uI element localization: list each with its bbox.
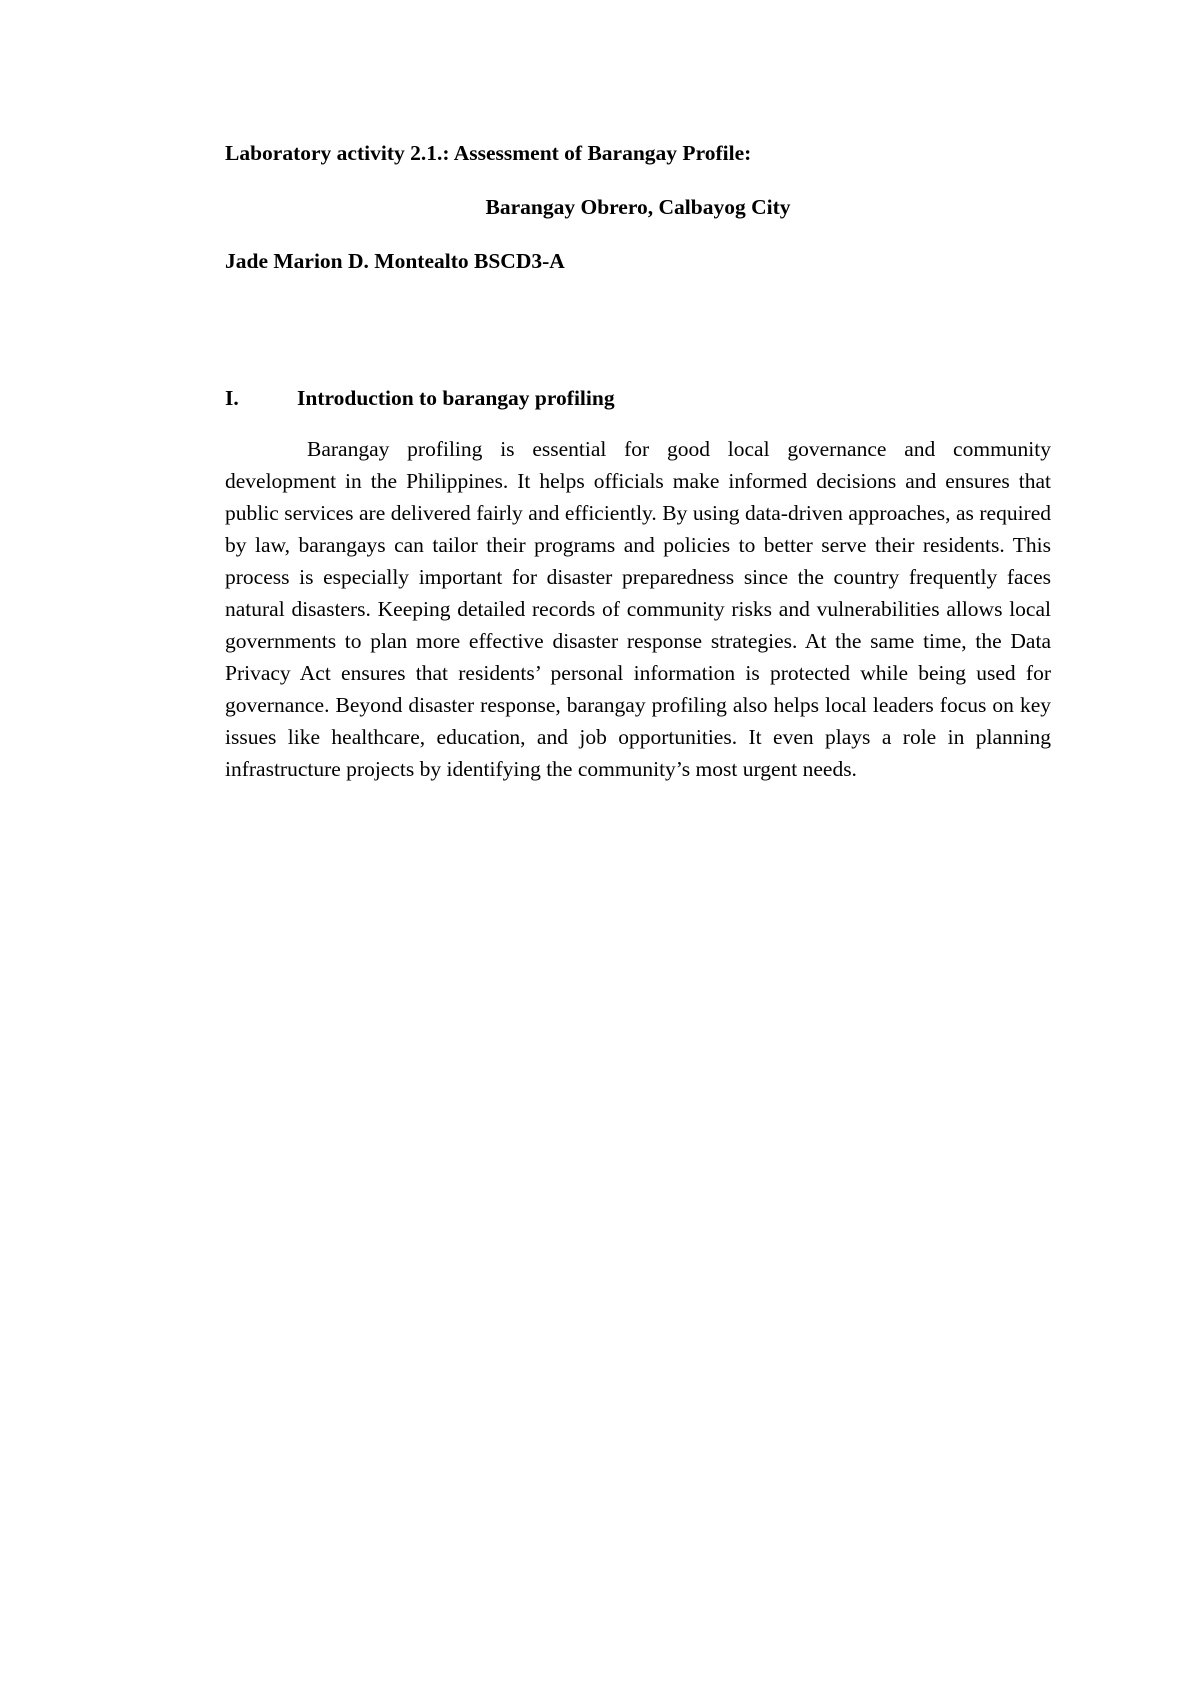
document-title: Laboratory activity 2.1.: Assessment of Barangay Profile: xyxy=(225,141,752,165)
section-number: I. xyxy=(225,386,239,410)
section-heading xyxy=(225,388,615,410)
author-line: Jade Marion D. Montealto BSCD3-A xyxy=(225,249,565,273)
document-subtitle: Barangay Obrero, Calbayog City xyxy=(485,195,791,219)
section-title: Introduction to barangay profiling xyxy=(297,386,615,410)
section-body-paragraph: Barangay profiling is essential for good local governance and community development in the Philippines. It helps officials make informed decisions and ensures that public services are delivered fairly and efficiently. By using data-driven approaches, as required by law, barangays can tailor their programs and policies to better serve their residents. This process is especially important for disaster preparedness since the country frequently faces natural disasters. Keeping detailed records of community risks and vulnerabilities allows local governments to plan more effective disaster response strategies. At the same time, the Data Privacy Act ensures that residents’ personal information is protected while being used for governance. Beyond disaster response, barangay profiling also helps local leaders focus on key issues like healthcare, education, and job opportunities. It even plays a role in planning infrastructure projects by identifying the community’s most urgent needs. xyxy=(225,437,1051,781)
